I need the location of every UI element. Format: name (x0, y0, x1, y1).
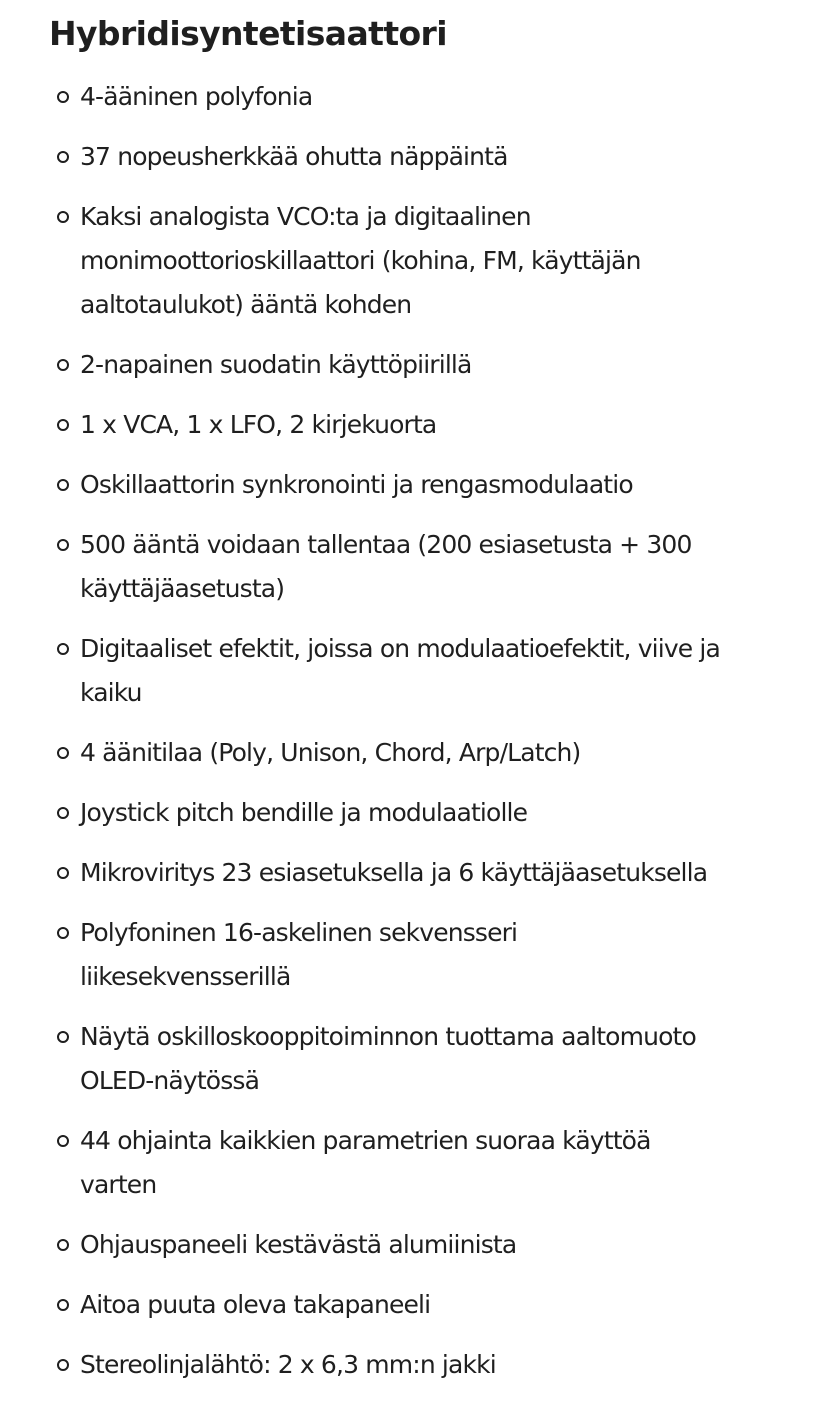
list-item-line: Oskillaattorin synkronointi ja rengasmodulaatio (80, 470, 633, 499)
list-item-line: 44 ohjainta kaikkien parametrien suoraa käyttöä (80, 1126, 651, 1155)
list-item (0, 1223, 828, 1267)
circle-bullet-icon (57, 867, 69, 879)
circle-bullet-icon (57, 747, 69, 759)
list-item (0, 523, 828, 611)
list-item (0, 1015, 828, 1103)
circle-bullet-icon (57, 1299, 69, 1311)
list-item-line: 37 nopeusherkkää ohutta näppäintä (80, 142, 508, 171)
list-item-text (80, 403, 780, 447)
list-item-line: 500 ääntä voidaan tallentaa (200 esiasetusta + 300 (80, 530, 692, 559)
list-item-text (80, 1283, 780, 1327)
list-item-text (80, 627, 780, 715)
circle-bullet-icon (57, 927, 69, 939)
list-item (0, 791, 828, 835)
circle-bullet-icon (57, 211, 69, 223)
list-item-text (80, 1015, 780, 1103)
list-item-text (80, 463, 780, 507)
list-item (0, 195, 828, 327)
circle-bullet-icon (57, 419, 69, 431)
list-item-line: Polyfoninen 16-askelinen sekvensseri (80, 918, 518, 947)
list-item (0, 463, 828, 507)
list-item-text (80, 791, 780, 835)
list-item-line: aaltotaulukot) ääntä kohden (80, 290, 412, 319)
list-item-line: 4-ääninen polyfonia (80, 82, 313, 111)
circle-bullet-icon (57, 643, 69, 655)
circle-bullet-icon (57, 151, 69, 163)
circle-bullet-icon (57, 359, 69, 371)
list-item-text (80, 731, 780, 775)
list-item (0, 911, 828, 999)
list-item-line: varten (80, 1170, 157, 1199)
list-item (0, 75, 828, 119)
circle-bullet-icon (57, 479, 69, 491)
circle-bullet-icon (57, 1135, 69, 1147)
circle-bullet-icon (57, 807, 69, 819)
list-item-line: 4 äänitilaa (Poly, Unison, Chord, Arp/Latch) (80, 738, 581, 767)
list-item-line: Aitoa puuta oleva takapaneeli (80, 1290, 431, 1319)
circle-bullet-icon (57, 1031, 69, 1043)
list-item-text (80, 195, 780, 327)
list-item-line: Mikroviritys 23 esiasetuksella ja 6 käyttäjäasetuksella (80, 858, 708, 887)
list-item-line: Stereolinjalähtö: 2 x 6,3 mm:n jakki (80, 1350, 496, 1379)
list-item-line: Joystick pitch bendille ja modulaatiolle (80, 798, 528, 827)
list-item (0, 403, 828, 447)
list-item-line: monimoottorioskillaattori (kohina, FM, käyttäjän (80, 246, 641, 275)
list-item (0, 1283, 828, 1327)
list-item (0, 343, 828, 387)
list-item (0, 1343, 828, 1387)
list-item-text (80, 851, 780, 895)
list-item-line: Näytä oskilloskooppitoiminnon tuottama aaltomuoto (80, 1022, 696, 1051)
feature-list (0, 75, 828, 1403)
list-item-line: Kaksi analogista VCO:ta ja digitaalinen (80, 202, 531, 231)
list-item-line: 2-napainen suodatin käyttöpiirillä (80, 350, 472, 379)
list-item (0, 135, 828, 179)
circle-bullet-icon (57, 1359, 69, 1371)
circle-bullet-icon (57, 1239, 69, 1251)
list-item (0, 627, 828, 715)
list-item (0, 851, 828, 895)
list-item-line: OLED-näytössä (80, 1066, 260, 1095)
list-item-text (80, 1223, 780, 1267)
list-item-text (80, 343, 780, 387)
list-item-line: kaiku (80, 678, 142, 707)
list-item-line: Digitaaliset efektit, joissa on modulaatioefektit, viive ja (80, 634, 720, 663)
list-item-text (80, 1119, 780, 1207)
list-item-text (80, 911, 780, 999)
list-item-text (80, 1343, 780, 1387)
section-heading: Hybridisyntetisaattori (49, 14, 447, 53)
list-item-text (80, 135, 780, 179)
list-item-line: käyttäjäasetusta) (80, 574, 285, 603)
circle-bullet-icon (57, 91, 69, 103)
list-item-text (80, 75, 780, 119)
list-item-line: liikesekvensserillä (80, 962, 291, 991)
list-item (0, 1119, 828, 1207)
list-item-line: 1 x VCA, 1 x LFO, 2 kirjekuorta (80, 410, 437, 439)
list-item (0, 731, 828, 775)
list-item-line: Ohjauspaneeli kestävästä alumiinista (80, 1230, 517, 1259)
circle-bullet-icon (57, 539, 69, 551)
list-item-text (80, 523, 780, 611)
